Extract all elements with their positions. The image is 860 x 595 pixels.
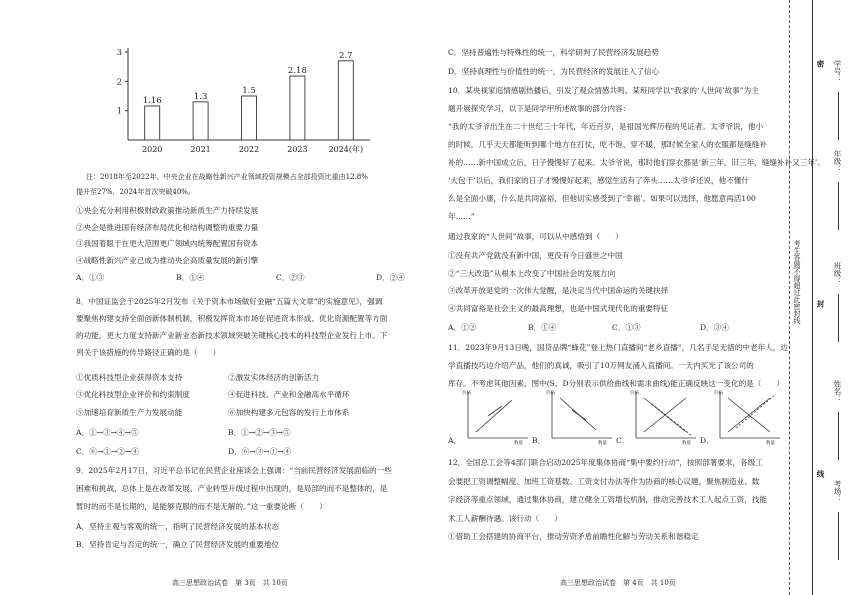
sd-graph-svg — [714, 388, 786, 446]
sd-graph-label: A． — [448, 436, 462, 445]
q7-option-4: ④战略性新兴产业已成为推动央企高质量发展的新引擎 — [76, 255, 259, 265]
y-tick-label: 2 — [116, 77, 122, 87]
q12-line-1: 12．全国总工会等4部门联合启动2025年度集体协商“集中要约行动”，按照部署要求，各级工 — [448, 458, 763, 467]
quantity-axis-label: 数量 — [766, 441, 775, 446]
x-tick-label: 2021 — [190, 145, 211, 154]
page-footer-right: 高三思想政治试卷 第 4页 共 10页 — [560, 579, 676, 587]
q10-answer-2: B．①④ — [528, 323, 557, 332]
q8-option-1: ①优质科技型企业获得资本支持 — [76, 373, 183, 382]
binding-field-underline[interactable] — [838, 92, 839, 140]
q10-line-8: 年……” — [448, 212, 475, 221]
binding-field-2: 年级： — [833, 150, 842, 173]
q10-line-6: ‘大包干’以后，我们家的日子才慢慢好起来，感觉生活有了奔头……太爷爷还说，他不懂什 — [448, 176, 749, 185]
q10-answer-4: D．③④ — [700, 323, 729, 332]
q10-option-4: ④共同富裕是社会主义的最高理想，也是中国式现代化的重要特征 — [448, 303, 669, 313]
q8-option-2: ②激发实体经济的创新活力 — [228, 373, 320, 382]
sd-graph-label: C． — [616, 436, 630, 445]
sd-graph-label: D． — [700, 436, 714, 445]
q8-option-3: ③优化科技型企业评价和约束制度 — [76, 390, 190, 399]
bar-chart-svg — [100, 40, 400, 170]
x-tick-label: 2020 — [142, 145, 163, 154]
q10-option-2: ②“三大改造”从根本上改变了中国社会的发展方向 — [448, 268, 616, 278]
y-tick-label: 3 — [116, 48, 122, 57]
q11-line-3: 库存。不考虑其他因素，图中(S、D分别表示供给曲线和需求曲线)能正确反映这一变化的是（ ） — [448, 379, 785, 388]
q7-answer-2: B．①④ — [176, 273, 205, 282]
q8-answer-3: C．⑥→①→②→④ — [76, 447, 139, 456]
price-axis-label: 价格 — [462, 391, 471, 396]
seal-char-xian: 线 — [816, 470, 825, 478]
q10-line-3: “我的太爷爷出生在二十世纪三十年代，年近百岁，是祖国光辉历程的见证者。太爷爷说，他小 — [448, 122, 764, 131]
bar-value-label: 1.3 — [193, 91, 208, 102]
q10-line-5: 补的……新中国成立后，日子慢慢好了起来。太爷爷说，那时他们穿衣都是‘新三年，旧三年，缝缝补补又三年’。 — [448, 158, 825, 167]
binding-field-4: 姓名： — [833, 380, 842, 403]
q9-option-cd-1: C．坚持普遍性与特殊性的统一，科学研判了民营经济发展趋势 — [448, 48, 659, 57]
seal-char-feng: 封 — [816, 300, 825, 308]
shift-arrow — [572, 410, 586, 420]
q12-line-5: ①借助工会搭建的协商平台，推动劳资矛盾前瞻性化解与劳动关系和谐稳定 — [448, 532, 699, 541]
q9-option-1: A．坚持主观与客观的统一，指明了民营经济发展的基本状态 — [76, 522, 279, 531]
q10-line-7: 么是全面小康，什么是共同富裕，但他切实感受到了‘幸福’。如果可以选择，他愿意再活100 — [448, 194, 756, 203]
bar-value-label: 1.16 — [142, 95, 162, 106]
seal-line-inner — [789, 0, 790, 595]
binding-field-underline[interactable] — [838, 294, 839, 342]
sd-graph-option-2[interactable] — [532, 388, 620, 448]
q8-answer-4: D．⑥→③→①→④ — [228, 447, 292, 456]
q7-answer-3: C．②③ — [276, 273, 305, 282]
q8-answer-1: A．①→③→④→⑤ — [76, 428, 139, 437]
sd-graph-svg — [630, 388, 702, 446]
q10-option-3: ③改革开放是党的一次伟大觉醒，是决定当代中国命运的关键抉择 — [448, 286, 669, 295]
x-tick-label: 2023 — [287, 145, 308, 154]
q7-option-2: ②央企是推进国有经济布局优化和结构调整的重要力量 — [76, 222, 259, 232]
x-tick-label: 2022 — [238, 145, 260, 154]
q7-answer-1: A．①③ — [76, 273, 105, 282]
q9-line-1: 9．2025年2月17日，习近平总书记在民营企业座谈会上强调：“当前民营经济发展面临的一些 — [76, 466, 392, 475]
bar-value-label: 1.5 — [242, 86, 256, 96]
q10-option-1: ①没有共产党就没有新中国，更没有今日盛世之中国 — [448, 251, 623, 260]
bar-2023 — [290, 76, 305, 140]
seal-notice: 考生答题不得超过此密封线 — [793, 240, 801, 324]
q9-line-2: 困难和挑战，总体上是在改革发展、产业转型升级过程中出现的，是局部的而不是整体的，是 — [76, 484, 388, 493]
q8-option-4: ④促进科技、产业和金融高水平循环 — [228, 390, 350, 399]
q11-line-1: 11．2023年9月13日晚，国货品牌“蜂花”登上热门直播间“老乡直播”，几名手足无措的中老年人，边 — [448, 343, 788, 352]
price-axis-label: 价格 — [630, 391, 639, 396]
chart-note: 注：2018年至2022年，中央企业在战略性新兴产业领域投资规模占全部投资比重由12.8% — [86, 173, 368, 181]
q9-option-2: B．坚持肯定与否定的统一，确立了民营经济发展的重要地位 — [76, 540, 280, 549]
q8-line-3: 的功能，更大力度支持新产业新业态新技术领域突破关键核心技术的科技型企业发行上市。下 — [76, 331, 388, 340]
q8-answer-2: B．①→②→③→⑤ — [228, 428, 291, 437]
q10-line-4: 的时候，几乎天天都能听到哪个地方在打仗，吃不饱、穿不暖，那时候全家人的衣服都是缝缝补 — [448, 140, 767, 149]
q12-line-4: 术工人薪酬待遇。该行动（ ） — [448, 513, 562, 523]
x-tick-label: 2024(年) — [328, 145, 364, 154]
bar-value-label: 2.7 — [339, 50, 353, 61]
bar-2022 — [242, 96, 257, 140]
sd-graph-option-1[interactable] — [448, 388, 536, 448]
q10-line-1: 10．某央视家庭情感剧热播后，引发了观众情感共鸣。某班同学以“我家的‘人世间’故事”为主 — [448, 86, 759, 95]
q7-option-3: ③我国着眼于在更大范围更广领域内统筹配置国有资本 — [76, 239, 259, 248]
bar-2020 — [145, 106, 160, 140]
page-footer-left: 高三思想政治试卷 第 3页 共 10页 — [172, 579, 288, 587]
sd-graph-option-4[interactable] — [700, 388, 788, 448]
bar-chart — [100, 40, 400, 170]
chart-note-2: 提升至27%，2024年首次突破40%。 — [76, 188, 195, 196]
sd-graph-label: B． — [532, 436, 546, 445]
q8-line-2: 要聚焦构建支持全面创新体制机制，积极发挥资本市场在促进资本形成、优化资源配置等方面 — [76, 314, 388, 323]
q12-line-3: 字经济等重点领域，通过集体协商，建立健全工资增长机制，推动完善技术工人起点工资，技能 — [448, 495, 767, 504]
quantity-axis-label: 数量 — [598, 441, 607, 446]
q12-line-2: 会要把工资调整幅度、加班工资基数、工资支付办法等作为协商的核心议题，聚焦制造业、数 — [448, 476, 760, 486]
bar-value-label: 2.18 — [287, 66, 307, 77]
bar-2021 — [193, 102, 208, 140]
q11-line-2: 学直播技巧边介绍产品，他们的真诚，吸引了10万网友涌入直播间。一天内买光了该公司的 — [448, 361, 754, 370]
y-tick-label: 1 — [116, 106, 122, 116]
q9-option-cd-2: D．坚持真理性与价值性的统一，为民营经济的发展注入了信心 — [448, 66, 660, 76]
q8-line-1: 8．中国证监会于2025年2月发布《关于资本市场做好金融“五篇大文章”的实施意见》，强调 — [76, 297, 383, 306]
sd-graph-svg — [462, 388, 534, 446]
q8-option-6: ⑥加快构建多元包容的发行上市体系 — [228, 408, 350, 417]
q10-question-1: 通过我家的“人世间”故事，可以从中感悟到（ ） — [448, 232, 623, 241]
binding-field-3: 班级： — [833, 262, 842, 285]
quantity-axis-label: 数量 — [682, 441, 691, 446]
q7-option-1: ①央企充分利用积极财政政策推动新质生产力持续发展 — [76, 206, 259, 215]
seal-char-mi: 密 — [816, 60, 825, 68]
binding-field-5: 考场： — [833, 480, 842, 503]
supply-curve-shifted — [736, 394, 776, 428]
binding-field-underline[interactable] — [838, 512, 839, 560]
binding-field-1: 学号： — [833, 60, 842, 83]
q10-answer-1: A．①② — [448, 323, 477, 332]
binding-field-underline[interactable] — [838, 182, 839, 230]
q7-answer-4: D．②④ — [376, 273, 405, 282]
curve — [476, 400, 512, 432]
q9-line-3: 暂时的而不是长期的，是能够克服的而不是无解的。”这一重要论断（ ） — [76, 502, 327, 511]
price-axis-label: 价格 — [714, 391, 723, 396]
sd-graph-svg — [546, 388, 618, 446]
binding-field-underline[interactable] — [838, 412, 839, 460]
q10-answer-3: C．①③ — [612, 323, 641, 332]
q8-option-5: ⑤加速培育新质生产力发展动能 — [76, 408, 183, 417]
seal-line-outer — [812, 0, 813, 595]
q10-line-2: 题开展探究学习，以下是同学甲所述故事的部分内容： — [448, 104, 631, 113]
quantity-axis-label: 数量 — [514, 441, 523, 446]
sd-graph-option-3[interactable] — [616, 388, 704, 448]
bar-2024(年) — [338, 61, 353, 140]
q8-line-4: 列关于该措施的传导路径正确的是（ ） — [76, 348, 221, 357]
demand-curve-shifted — [652, 404, 692, 436]
price-axis-label: 价格 — [546, 391, 555, 396]
